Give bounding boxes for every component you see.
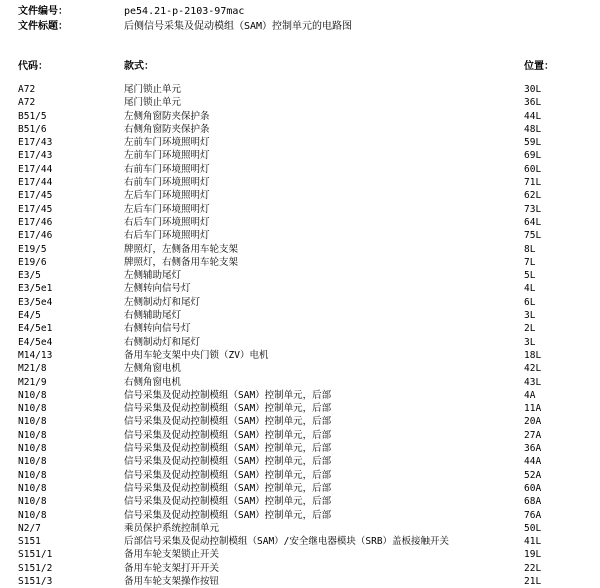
row-description: 右前车门环境照明灯 [124,163,210,175]
row-position: 36L [524,97,542,109]
row-position: 20A [524,416,542,428]
row-code: E17/46 [18,216,53,228]
row-position: 75L [524,230,542,242]
row-code: M14/13 [18,349,53,361]
table-row [0,562,600,575]
row-code: N10/8 [18,443,47,455]
row-description: 左侧角窗防夹保护条 [124,110,210,122]
table-row [0,455,600,468]
row-code: B51/6 [18,123,47,135]
header-code: 代码： [18,61,48,72]
row-code: E3/5e4 [18,296,53,308]
row-position: 4A [524,389,536,401]
table-row [0,256,600,269]
table-row [0,149,600,162]
row-description: 后部信号采集及促动控制模组（SAM）/安全继电器模块（SRB）盖板接触开关 [124,536,450,548]
document-title-label: 文件标题： [18,21,68,32]
row-code: E3/5 [18,270,41,282]
row-description: 尾门锁止单元 [124,84,182,95]
table-row [0,163,600,176]
row-position: 59L [524,137,542,149]
row-position: 69L [524,150,542,162]
table-row [0,442,600,455]
row-code: E4/5e4 [18,336,53,348]
row-position: 52A [524,469,542,481]
row-code: N10/8 [18,482,47,494]
row-code: N10/8 [18,429,47,441]
row-position: 68A [524,496,542,508]
row-code: E17/45 [18,203,53,215]
row-code: N10/8 [18,469,47,481]
row-description: 尾门锁止单元 [124,97,182,109]
row-position: 11A [524,403,542,415]
row-position: 2L [524,323,536,335]
row-code: N10/8 [18,456,47,468]
row-position: 43L [524,376,542,388]
table-row [0,136,600,149]
document-title-value: 后侧信号采集及促动模组（SAM）控制单元的电路图 [124,21,353,32]
row-position: 62L [524,190,542,202]
row-position: 71L [524,177,542,189]
row-code: S151 [18,536,41,548]
row-position: 42L [524,363,542,375]
row-code: N10/8 [18,403,47,415]
row-description: 备用车轮支架打开开关 [124,562,220,574]
component-table [0,83,600,588]
row-code: E4/5 [18,310,41,322]
table-header [0,57,600,71]
row-code: E4/5e1 [18,323,53,335]
table-row [0,469,600,482]
table-row [0,362,600,375]
table-row [0,336,600,349]
row-description: 右侧辅助尾灯 [124,310,182,322]
row-description: 信号采集及促动控制模组（SAM）控制单元，后部 [124,416,332,428]
row-position: 8L [524,243,536,255]
row-position: 3L [524,336,536,348]
row-code: E17/44 [18,177,53,189]
row-description: 左侧角窗电机 [124,363,182,375]
row-position: 44A [524,456,542,468]
row-description: 牌照灯，左侧备用车轮支架 [124,243,239,255]
row-description: 右后车门环境照明灯 [124,230,210,242]
row-position: 4L [524,283,536,295]
row-description: 信号采集及促动控制模组（SAM）控制单元，后部 [124,509,332,521]
row-position: 60A [524,482,542,494]
row-position: 5L [524,270,536,282]
table-row [0,216,600,229]
table-row [0,96,600,109]
row-position: 3L [524,310,536,322]
row-description: 右后车门环境照明灯 [124,216,210,228]
row-code: E19/5 [18,243,47,255]
row-description: 信号采集及促动控制模组（SAM）控制单元，后部 [124,482,332,494]
row-position: 44L [524,110,542,122]
row-code: A72 [18,84,36,95]
row-position: 30L [524,84,542,95]
row-description: 信号采集及促动控制模组（SAM）控制单元，后部 [124,443,332,455]
row-description: 备用车轮支架锁止开关 [124,549,220,561]
row-code: N2/7 [18,522,41,534]
row-description: 右侧角窗电机 [124,376,182,388]
table-row [0,389,600,402]
row-description: 左侧转向信号灯 [124,283,191,295]
table-row [0,402,600,415]
row-description: 右侧转向信号灯 [124,323,191,335]
row-position: 64L [524,216,542,228]
row-description: 乘员保护系统控制单元 [124,522,220,534]
row-description: 左侧制动灯和尾灯 [124,296,201,308]
row-position: 21L [524,575,542,587]
row-description: 左侧辅助尾灯 [124,270,182,282]
row-description: 信号采集及促动控制模组（SAM）控制单元，后部 [124,456,332,468]
row-description: 牌照灯，右侧备用车轮支架 [124,256,239,268]
row-code: S151/2 [18,562,53,574]
row-description: 右前车门环境照明灯 [124,177,210,189]
row-description: 信号采集及促动控制模组（SAM）控制单元，后部 [124,429,332,441]
row-description: 左后车门环境照明灯 [124,190,210,202]
document-number-value: pe54.21-p-2103-97mac [124,6,245,17]
row-description: 左前车门环境照明灯 [124,150,210,162]
row-position: 50L [524,522,542,534]
row-position: 41L [524,536,542,548]
table-row [0,110,600,123]
table-row [0,429,600,442]
row-description: 备用车轮支架操作按钮 [124,575,220,587]
row-code: B51/5 [18,110,47,122]
row-code: E17/44 [18,163,53,175]
table-row [0,482,600,495]
table-row [0,243,600,256]
header-position: 位置： [524,61,554,72]
row-code: E17/45 [18,190,53,202]
table-row [0,322,600,335]
table-row [0,309,600,322]
row-position: 76A [524,509,542,521]
table-row [0,176,600,189]
row-code: S151/1 [18,549,53,561]
table-row [0,548,600,561]
row-description: 右侧制动灯和尾灯 [124,336,201,348]
table-row [0,495,600,508]
row-code: M21/8 [18,363,47,375]
header-description: 款式： [124,61,154,72]
row-code: N10/8 [18,509,47,521]
row-position: 22L [524,562,542,574]
table-row [0,83,600,96]
row-position: 60L [524,163,542,175]
table-row [0,415,600,428]
table-row [0,229,600,242]
table-row [0,509,600,522]
row-code: N10/8 [18,416,47,428]
row-position: 6L [524,296,536,308]
row-position: 36A [524,443,542,455]
row-code: N10/8 [18,389,47,401]
row-description: 左前车门环境照明灯 [124,137,210,149]
row-code: N10/8 [18,496,47,508]
table-row [0,189,600,202]
table-row [0,535,600,548]
table-row [0,296,600,309]
row-description: 信号采集及促动控制模组（SAM）控制单元，后部 [124,389,332,401]
row-position: 27A [524,429,542,441]
table-row [0,203,600,216]
table-row [0,269,600,282]
row-code: E3/5e1 [18,283,53,295]
row-description: 信号采集及促动控制模组（SAM）控制单元，后部 [124,496,332,508]
table-row [0,575,600,588]
row-description: 信号采集及促动控制模组（SAM）控制单元，后部 [124,469,332,481]
row-position: 7L [524,256,536,268]
table-row [0,349,600,362]
table-row [0,522,600,535]
row-code: A72 [18,97,36,109]
row-description: 备用车轮支架中央门锁（ZV）电机 [124,349,269,361]
row-code: E19/6 [18,256,47,268]
row-code: E17/46 [18,230,53,242]
table-row [0,123,600,136]
table-row [0,282,600,295]
document-number-label: 文件编号： [18,6,68,17]
row-position: 19L [524,549,542,561]
row-position: 48L [524,123,542,135]
table-row [0,376,600,389]
row-description: 信号采集及促动控制模组（SAM）控制单元，后部 [124,403,332,415]
row-description: 左后车门环境照明灯 [124,203,210,215]
row-description: 右侧角窗防夹保护条 [124,123,210,135]
row-code: E17/43 [18,150,53,162]
row-code: M21/9 [18,376,47,388]
row-code: E17/43 [18,137,53,149]
row-code: S151/3 [18,575,53,587]
row-position: 73L [524,203,542,215]
row-position: 18L [524,349,542,361]
